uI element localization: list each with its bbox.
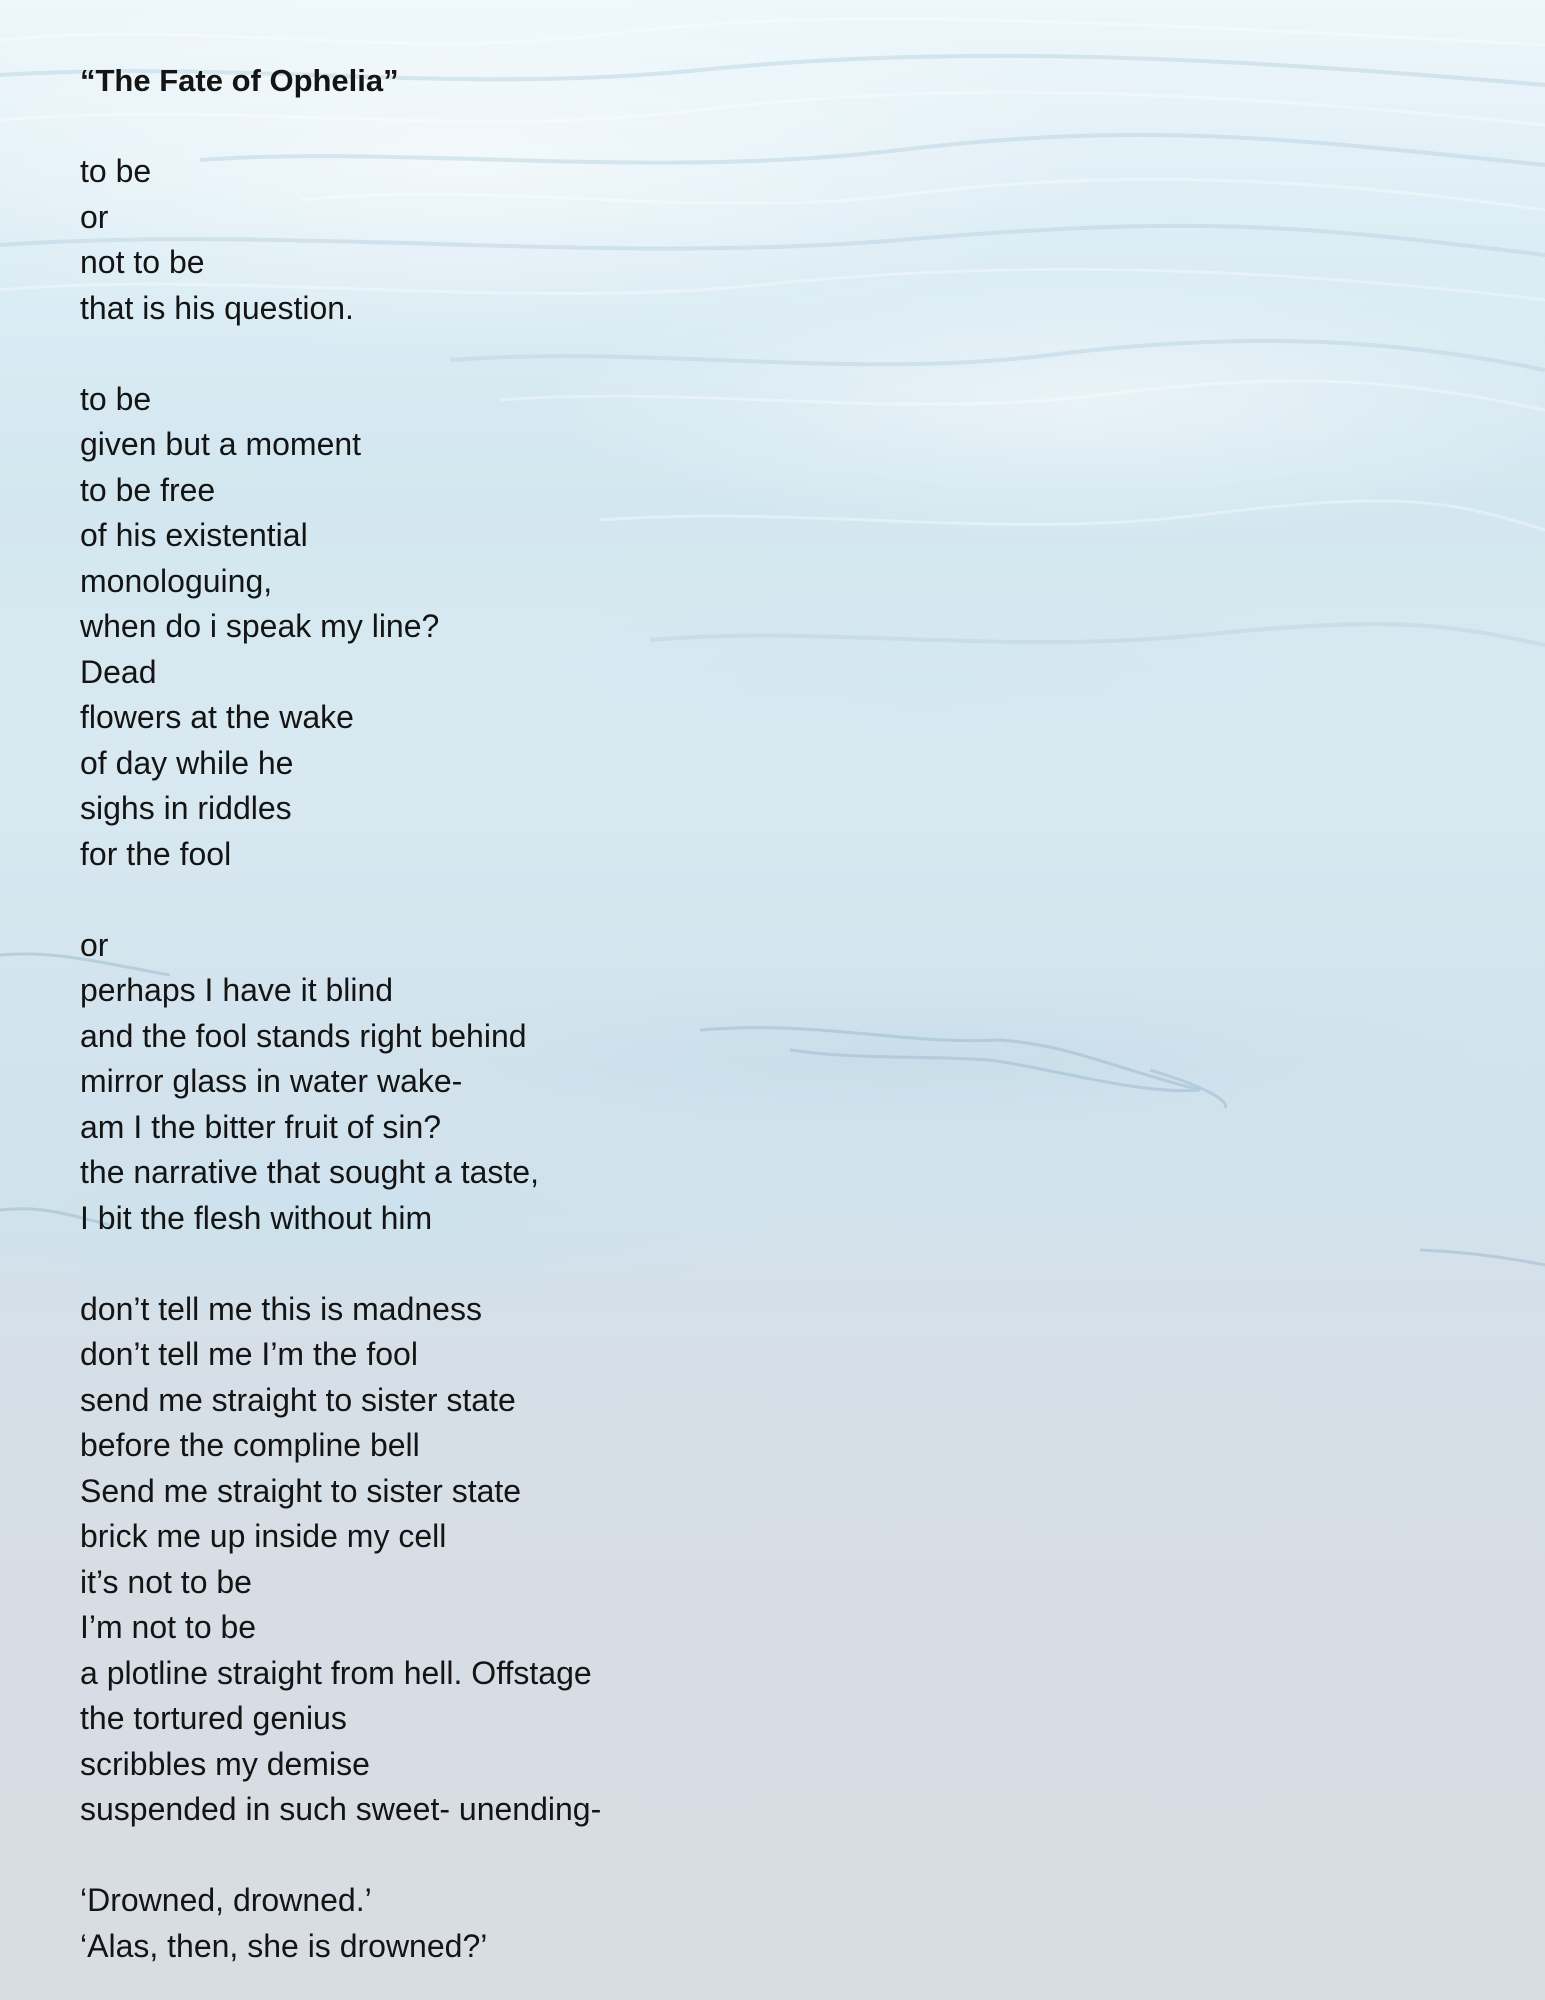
- poem-line: don’t tell me I’m the fool: [80, 1336, 418, 1372]
- poem-line: not to be: [80, 244, 205, 280]
- poem-line: I’m not to be: [80, 1609, 257, 1645]
- poem-line: don’t tell me this is madness: [80, 1290, 482, 1327]
- poem-line: to be: [80, 380, 152, 417]
- poem-line: for the fool: [80, 835, 232, 872]
- stanza: [80, 923, 780, 1242]
- poem-line: am I the bitter fruit of sin?: [80, 1108, 442, 1145]
- poem-line: it’s not to be: [80, 1563, 252, 1600]
- poem-line: mirror glass in water wake-: [80, 1063, 463, 1099]
- poem-line: send me straight to sister state: [80, 1381, 516, 1418]
- poem-line: Send me straight to sister state: [80, 1472, 522, 1509]
- poem-line: sighs in riddles: [80, 790, 292, 826]
- poem-line: given but a moment: [80, 426, 362, 462]
- poem-line: Dead: [80, 653, 157, 690]
- poem-line: of day while he: [80, 744, 294, 781]
- stanza: [80, 377, 780, 878]
- poem-line: to be free: [80, 471, 216, 508]
- poem-line: I bit the flesh without him: [80, 1199, 433, 1236]
- poem-line: ‘Alas, then, she is drowned?’: [80, 1927, 488, 1964]
- poem-line: suspended in such sweet- unending-: [80, 1791, 602, 1827]
- poem-title: “The Fate of Ophelia”: [80, 63, 399, 98]
- poem-line: and the fool stands right behind: [80, 1017, 527, 1054]
- poem-line: ‘Drowned, drowned.’: [80, 1882, 372, 1918]
- poem-line: or: [80, 926, 109, 963]
- poem-line: or: [80, 198, 109, 235]
- poem: [80, 58, 780, 1969]
- poem-line: flowers at the wake: [80, 699, 354, 735]
- poem-line: before the compline bell: [80, 1427, 420, 1463]
- stanza: [80, 1287, 780, 1833]
- poem-line: that is his question.: [80, 289, 354, 326]
- poem-line: when do i speak my line?: [80, 608, 440, 644]
- poem-line: monologuing,: [80, 562, 273, 599]
- poem-line: to be: [80, 153, 152, 189]
- poem-line: scribbles my demise: [80, 1745, 370, 1782]
- stanza: [80, 1878, 780, 1969]
- poem-line: a plotline straight from hell. Offstage: [80, 1654, 592, 1691]
- poem-line: the narrative that sought a taste,: [80, 1154, 539, 1190]
- poem-line: perhaps I have it blind: [80, 972, 394, 1008]
- stanza: [80, 149, 780, 331]
- poem-line: of his existential: [80, 517, 308, 553]
- poem-line: the tortured genius: [80, 1700, 347, 1736]
- poem-line: brick me up inside my cell: [80, 1518, 447, 1554]
